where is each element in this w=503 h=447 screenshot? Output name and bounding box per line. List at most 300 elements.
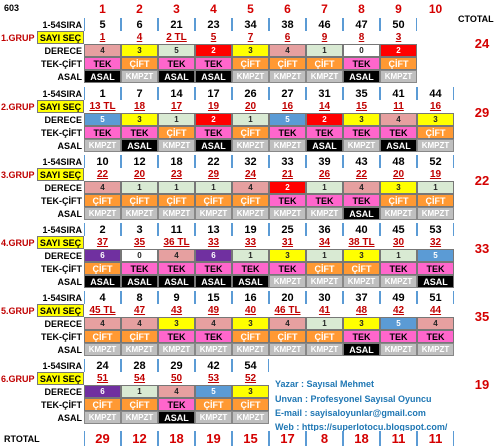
derece-count: 0	[343, 44, 380, 57]
kmpzt-badge: KMPZT	[343, 275, 380, 288]
sira-number: 7	[121, 87, 158, 100]
derece-count: 4	[232, 181, 269, 194]
sira-number: 3	[121, 223, 158, 236]
asal-badge: ASAL	[195, 139, 232, 152]
sira-number: 15	[195, 291, 232, 304]
derece-count: 3	[232, 317, 269, 330]
derece-count: 3	[417, 113, 454, 126]
cift-badge: ÇİFT	[84, 262, 121, 275]
cift-badge: ÇİFT	[232, 330, 269, 343]
column-number-2: 2	[136, 1, 143, 16]
sira-number: 42	[195, 359, 232, 372]
tek-badge: TEK	[269, 194, 306, 207]
pick-number[interactable]: 18	[133, 101, 146, 112]
pick-number[interactable]: 53	[207, 373, 220, 384]
column-number-6: 6	[284, 1, 291, 16]
sira-number: 12	[121, 155, 158, 168]
kmpzt-badge: KMPZT	[269, 139, 306, 152]
pick-number[interactable]: 20	[244, 101, 257, 112]
pick-number[interactable]: 2 TL	[166, 32, 187, 43]
derece-count: 4	[84, 317, 121, 330]
sira-number: 22	[195, 155, 232, 168]
tek-cift-label: TEK-ÇİFT	[41, 331, 82, 342]
sira-number: 18	[158, 155, 195, 168]
derece-count: 1	[306, 317, 343, 330]
kmpzt-badge: KMPZT	[232, 70, 269, 83]
derece-count: 5	[417, 249, 454, 262]
pick-number[interactable]: 34	[318, 237, 331, 248]
pick-number[interactable]: 8	[358, 32, 365, 43]
tek-badge: TEK	[158, 398, 195, 411]
derece-count: 1	[306, 181, 343, 194]
asal-label: ASAL	[57, 276, 82, 287]
asal-badge: ASAL	[306, 139, 343, 152]
info-yazar: Yazar : Sayısal Mehmet	[275, 378, 375, 389]
pick-number[interactable]: 49	[207, 305, 220, 316]
cift-badge: ÇİFT	[232, 126, 269, 139]
asal-badge: ASAL	[380, 139, 417, 152]
pick-number[interactable]: 21	[281, 169, 294, 180]
group-label: 3.GRUP	[1, 169, 35, 180]
tek-badge: TEK	[343, 57, 380, 70]
kmpzt-badge: KMPZT	[195, 411, 232, 424]
sira-number: 26	[232, 87, 269, 100]
derece-count: 1	[121, 181, 158, 194]
tek-badge: TEK	[232, 262, 269, 275]
group-total: 22	[474, 172, 490, 188]
asal-badge: ASAL	[158, 70, 195, 83]
tek-badge: TEK	[343, 194, 380, 207]
pick-number[interactable]: 45 TL	[89, 305, 116, 316]
sira-number: 11	[158, 223, 195, 236]
sira-label: 1-54SIRA	[42, 292, 82, 303]
pick-number[interactable]: 54	[133, 373, 146, 384]
derece-count: 5	[84, 113, 121, 126]
derece-count: 5	[195, 385, 232, 398]
asal-badge: ASAL	[158, 275, 195, 288]
kmpzt-badge: KMPZT	[84, 343, 121, 356]
derece-count: 1	[417, 181, 454, 194]
column-number-1: 1	[99, 1, 106, 16]
pick-number[interactable]: 5	[210, 32, 217, 43]
tek-badge: TEK	[306, 126, 343, 139]
cift-badge: ÇİFT	[343, 262, 380, 275]
asal-badge: ASAL	[158, 411, 195, 424]
sira-number: 41	[380, 87, 417, 100]
sira-number: 50	[380, 18, 417, 31]
info-email: E-mail : sayisaloyunlar@gmail.com	[275, 407, 426, 418]
tek-badge: TEK	[343, 126, 380, 139]
asal-label: ASAL	[57, 208, 82, 219]
sira-number: 27	[269, 87, 306, 100]
column-number-10: 10	[428, 1, 443, 16]
cift-badge: ÇİFT	[417, 194, 454, 207]
info-web: Web : https://superlotocu.blogspot.com/	[275, 421, 448, 432]
kmpzt-badge: KMPZT	[380, 207, 417, 220]
pick-number[interactable]: 16	[281, 101, 294, 112]
pick-number[interactable]: 15	[355, 101, 368, 112]
sira-label: 1-54SIRA	[42, 156, 82, 167]
sira-number: 21	[158, 18, 195, 31]
kmpzt-badge: KMPZT	[269, 275, 306, 288]
kmpzt-badge: KMPZT	[84, 411, 121, 424]
rtotal-value: 19	[195, 431, 232, 446]
sira-number: 1	[84, 87, 121, 100]
cift-badge: ÇİFT	[84, 330, 121, 343]
pick-number[interactable]: 13 TL	[89, 101, 116, 112]
pick-number[interactable]: 7	[247, 32, 254, 43]
tek-badge: TEK	[121, 262, 158, 275]
tek-badge: TEK	[380, 262, 417, 275]
rtotal-value: 11	[417, 431, 454, 446]
sira-number: 20	[269, 291, 306, 304]
sira-number: 47	[343, 18, 380, 31]
asal-badge: ASAL	[343, 207, 380, 220]
cift-badge: ÇİFT	[380, 194, 417, 207]
sira-number: 29	[158, 359, 195, 372]
sira-number: 14	[158, 87, 195, 100]
column-number-5: 5	[247, 1, 254, 16]
asal-badge: ASAL	[343, 70, 380, 83]
sira-number: 36	[306, 223, 343, 236]
pick-number[interactable]: 42	[392, 305, 405, 316]
sira-number: 45	[380, 223, 417, 236]
derece-count: 4	[158, 249, 195, 262]
derece-label: DERECE	[44, 114, 82, 125]
derece-count: 2	[195, 113, 232, 126]
derece-count: 4	[417, 317, 454, 330]
pick-number[interactable]: 11	[393, 101, 404, 112]
tek-badge: TEK	[343, 330, 380, 343]
asal-label: ASAL	[57, 140, 82, 151]
group-label: 4.GRUP	[1, 237, 35, 248]
tek-badge: TEK	[121, 126, 158, 139]
sira-number: 19	[232, 223, 269, 236]
rtotal-value: 18	[343, 431, 380, 446]
cift-badge: ÇİFT	[232, 57, 269, 70]
sira-label: 1-54SIRA	[42, 360, 82, 371]
derece-count: 3	[232, 44, 269, 57]
tek-cift-label: TEK-ÇİFT	[41, 399, 82, 410]
sira-number: 39	[306, 155, 343, 168]
cift-badge: ÇİFT	[121, 194, 158, 207]
pick-number[interactable]: 31	[281, 237, 294, 248]
pick-number[interactable]: 22	[355, 169, 368, 180]
sira-number: 54	[232, 359, 269, 372]
cift-badge: ÇİFT	[306, 330, 343, 343]
column-number-8: 8	[358, 1, 365, 16]
pick-number[interactable]: 43	[170, 305, 183, 316]
sira-number: 32	[232, 155, 269, 168]
derece-count: 2	[380, 44, 417, 57]
cift-badge: ÇİFT	[195, 194, 232, 207]
pick-number[interactable]: 40	[244, 305, 257, 316]
pick-number[interactable]: 4	[136, 32, 143, 43]
pick-number[interactable]: 23	[170, 169, 183, 180]
sayi-sec-button[interactable]: SAYI SEÇ	[37, 304, 84, 317]
group-label: 1.GRUP	[1, 32, 35, 43]
sira-number: 43	[343, 155, 380, 168]
cift-badge: ÇİFT	[380, 57, 417, 70]
rtotal-value: 11	[380, 431, 417, 446]
kmpzt-badge: KMPZT	[195, 207, 232, 220]
derece-label: DERECE	[44, 250, 82, 261]
pick-number[interactable]: 20	[133, 169, 146, 180]
kmpzt-badge: KMPZT	[121, 343, 158, 356]
column-number-3: 3	[173, 1, 180, 16]
tek-badge: TEK	[158, 57, 195, 70]
group-total: 33	[474, 240, 490, 256]
derece-count: 6	[195, 249, 232, 262]
sira-number: 10	[84, 155, 121, 168]
pick-number[interactable]: 17	[170, 101, 183, 112]
group-total: 24	[474, 35, 490, 51]
column-number-4: 4	[210, 1, 217, 16]
pick-number[interactable]: 3	[395, 32, 402, 43]
sira-number: 5	[84, 18, 121, 31]
kmpzt-badge: KMPZT	[269, 207, 306, 220]
pick-number[interactable]: 32	[429, 237, 442, 248]
column-number-9: 9	[395, 1, 402, 16]
derece-count: 2	[195, 44, 232, 57]
kmpzt-badge: KMPZT	[158, 139, 195, 152]
derece-count: 4	[269, 44, 306, 57]
sayi-sec-button[interactable]: SAYI SEÇ	[37, 100, 84, 113]
sira-number: 51	[417, 291, 454, 304]
sira-label: 1-54SIRA	[42, 224, 82, 235]
derece-count: 1	[158, 181, 195, 194]
sira-number: 8	[121, 291, 158, 304]
derece-count: 5	[158, 44, 195, 57]
pick-number[interactable]: 52	[244, 373, 257, 384]
kmpzt-badge: KMPZT	[306, 70, 343, 83]
tek-badge: TEK	[195, 262, 232, 275]
cift-badge: ÇİFT	[232, 194, 269, 207]
derece-count: 5	[269, 113, 306, 126]
derece-count: 4	[84, 44, 121, 57]
pick-number[interactable]: 22	[96, 169, 109, 180]
tek-badge: TEK	[380, 330, 417, 343]
cift-badge: ÇİFT	[121, 57, 158, 70]
derece-count: 6	[84, 249, 121, 262]
pick-number[interactable]: 9	[321, 32, 328, 43]
sira-number: 40	[343, 223, 380, 236]
cift-badge: ÇİFT	[232, 398, 269, 411]
column-number-7: 7	[321, 1, 328, 16]
kmpzt-badge: KMPZT	[232, 411, 269, 424]
cift-badge: ÇİFT	[417, 126, 454, 139]
tek-cift-label: TEK-ÇİFT	[41, 127, 82, 138]
rtotal-value: 17	[269, 431, 306, 446]
kmpzt-badge: KMPZT	[195, 343, 232, 356]
kmpzt-badge: KMPZT	[232, 139, 269, 152]
derece-count: 3	[121, 113, 158, 126]
derece-count: 4	[380, 113, 417, 126]
tek-badge: TEK	[84, 57, 121, 70]
sira-label: 1-54SIRA	[42, 19, 82, 30]
derece-count: 2	[269, 181, 306, 194]
sayi-sec-button[interactable]: SAYI SEÇ	[37, 372, 84, 385]
pick-number[interactable]: 26	[318, 169, 331, 180]
asal-badge: ASAL	[84, 275, 121, 288]
pick-number[interactable]: 35	[133, 237, 146, 248]
derece-count: 4	[158, 385, 195, 398]
derece-label: DERECE	[44, 182, 82, 193]
sira-label: 1-54SIRA	[42, 88, 82, 99]
group-label: 6.GRUP	[1, 373, 35, 384]
cift-badge: ÇİFT	[121, 330, 158, 343]
kmpzt-badge: KMPZT	[269, 343, 306, 356]
derece-count: 1	[306, 249, 343, 262]
sira-number: 24	[84, 359, 121, 372]
sayi-sec-button[interactable]: SAYI SEÇ	[37, 31, 84, 44]
pick-number[interactable]: 46 TL	[274, 305, 301, 316]
sira-number: 13	[195, 223, 232, 236]
derece-count: 0	[121, 249, 158, 262]
rtotal-value: 8	[306, 431, 343, 446]
rtotal-value: 12	[121, 431, 158, 446]
tek-cift-label: TEK-ÇİFT	[41, 58, 82, 69]
derece-count: 3	[343, 317, 380, 330]
sira-number: 9	[158, 291, 195, 304]
ctotal-label: CTOTAL	[458, 14, 494, 24]
pick-number[interactable]: 20	[392, 169, 405, 180]
kmpzt-badge: KMPZT	[121, 70, 158, 83]
tek-badge: TEK	[380, 126, 417, 139]
sira-number: 46	[306, 18, 343, 31]
tek-badge: TEK	[195, 126, 232, 139]
sira-number: 48	[380, 155, 417, 168]
derece-label: DERECE	[44, 318, 82, 329]
cift-badge: ÇİFT	[84, 194, 121, 207]
sira-number: 52	[417, 155, 454, 168]
pick-number[interactable]: 29	[207, 169, 220, 180]
derece-label: DERECE	[44, 45, 82, 56]
kmpzt-badge: KMPZT	[343, 139, 380, 152]
derece-count: 3	[269, 249, 306, 262]
asal-badge: ASAL	[121, 139, 158, 152]
derece-count: 3	[121, 44, 158, 57]
asal-label: ASAL	[57, 344, 82, 355]
cift-badge: ÇİFT	[158, 126, 195, 139]
rtotal-value: 18	[158, 431, 195, 446]
sira-number: 49	[380, 291, 417, 304]
asal-badge: ASAL	[84, 70, 121, 83]
derece-count: 1	[306, 44, 343, 57]
tek-badge: TEK	[195, 57, 232, 70]
kmpzt-badge: KMPZT	[84, 207, 121, 220]
pick-number[interactable]: 41	[318, 305, 331, 316]
kmpzt-badge: KMPZT	[158, 207, 195, 220]
pick-number[interactable]: 14	[318, 101, 331, 112]
pick-number[interactable]: 37	[96, 237, 109, 248]
kmpzt-badge: KMPZT	[306, 343, 343, 356]
derece-count: 2	[306, 113, 343, 126]
derece-count: 3	[380, 181, 417, 194]
derece-count: 3	[343, 249, 380, 262]
rtotal-value: 15	[232, 431, 269, 446]
asal-badge: ASAL	[195, 275, 232, 288]
pick-number[interactable]: 19	[429, 169, 442, 180]
cift-badge: ÇİFT	[121, 398, 158, 411]
kmpzt-badge: KMPZT	[232, 343, 269, 356]
cift-badge: ÇİFT	[84, 398, 121, 411]
pick-number[interactable]: 48	[355, 305, 368, 316]
pick-number[interactable]: 38 TL	[348, 237, 375, 248]
pick-number[interactable]: 33	[207, 237, 220, 248]
kmpzt-badge: KMPZT	[158, 343, 195, 356]
asal-label: ASAL	[57, 71, 82, 82]
pick-number[interactable]: 6	[284, 32, 291, 43]
kmpzt-badge: KMPZT	[380, 70, 417, 83]
pick-number[interactable]: 50	[170, 373, 183, 384]
derece-count: 1	[121, 385, 158, 398]
asal-label: ASAL	[57, 412, 82, 423]
derece-count: 3	[343, 113, 380, 126]
kmpzt-badge: KMPZT	[417, 139, 454, 152]
derece-label: DERECE	[44, 386, 82, 397]
kmpzt-badge: KMPZT	[417, 207, 454, 220]
pick-number[interactable]: 44	[429, 305, 442, 316]
sayi-sec-button[interactable]: SAYI SEÇ	[37, 168, 84, 181]
pick-number[interactable]: 36 TL	[163, 237, 190, 248]
group-label: 2.GRUP	[1, 101, 35, 112]
tek-badge: TEK	[417, 262, 454, 275]
pick-number[interactable]: 33	[244, 237, 257, 248]
kmpzt-badge: KMPZT	[380, 275, 417, 288]
asal-badge: ASAL	[121, 275, 158, 288]
derece-count: 6	[84, 385, 121, 398]
derece-count: 4	[121, 317, 158, 330]
pick-number[interactable]: 51	[96, 373, 109, 384]
derece-count: 1	[232, 113, 269, 126]
kmpzt-badge: KMPZT	[84, 139, 121, 152]
sayi-sec-button[interactable]: SAYI SEÇ	[37, 236, 84, 249]
group-total: 29	[474, 104, 490, 120]
asal-badge: ASAL	[195, 70, 232, 83]
sira-number: 30	[306, 291, 343, 304]
derece-count: 1	[195, 181, 232, 194]
pick-number[interactable]: 1	[99, 32, 106, 43]
group-total: 35	[474, 308, 490, 324]
tek-badge: TEK	[269, 262, 306, 275]
sira-number: 6	[121, 18, 158, 31]
pick-number[interactable]: 47	[133, 305, 146, 316]
group-total: 19	[474, 376, 490, 392]
info-unvan: Unvan : Profesyonel Sayısal Oyuncu	[275, 393, 432, 404]
tek-badge: TEK	[306, 194, 343, 207]
sira-number: 35	[343, 87, 380, 100]
derece-count: 1	[380, 249, 417, 262]
cift-badge: ÇİFT	[158, 194, 195, 207]
sira-number: 33	[269, 155, 306, 168]
pick-number[interactable]: 16	[429, 101, 442, 112]
kmpzt-badge: KMPZT	[417, 343, 454, 356]
pick-number[interactable]: 30	[392, 237, 405, 248]
tek-badge: TEK	[195, 330, 232, 343]
sira-number: 28	[121, 359, 158, 372]
pick-number[interactable]: 19	[207, 101, 220, 112]
asal-badge: ASAL	[417, 275, 454, 288]
kmpzt-badge: KMPZT	[306, 207, 343, 220]
derece-count: 4	[343, 181, 380, 194]
sheet-code: 603	[4, 3, 20, 13]
kmpzt-badge: KMPZT	[269, 70, 306, 83]
derece-count: 1	[158, 113, 195, 126]
tek-badge: TEK	[269, 126, 306, 139]
sira-number: 53	[417, 223, 454, 236]
pick-number[interactable]: 24	[244, 169, 257, 180]
